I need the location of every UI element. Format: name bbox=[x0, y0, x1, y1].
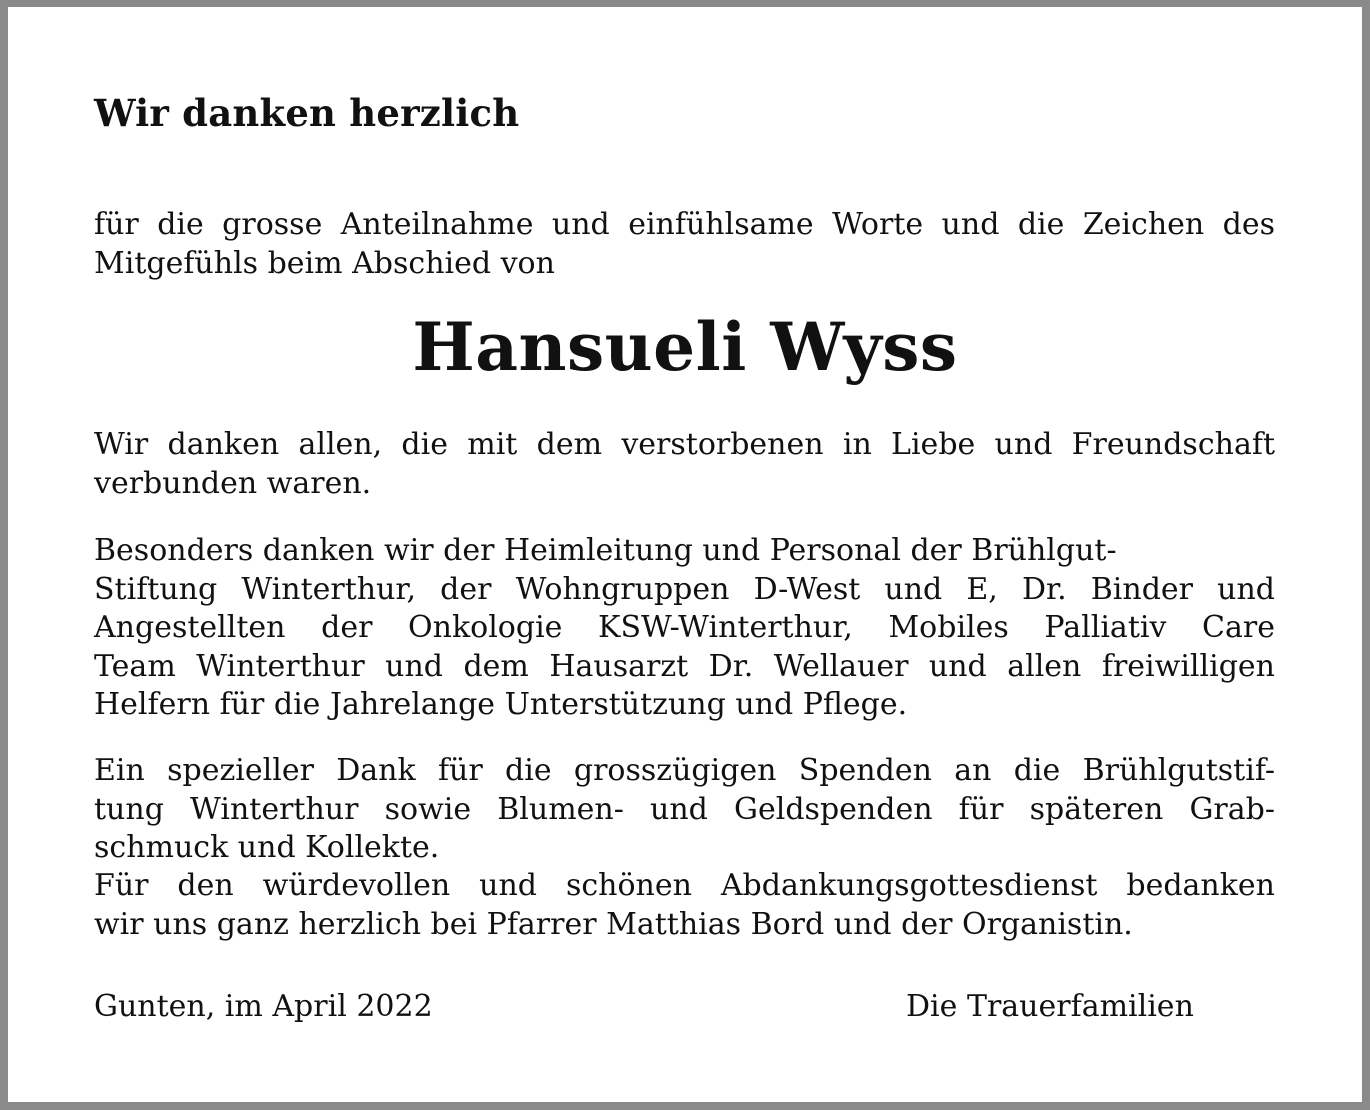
intro-line: für die grosse Anteilnahme und einfühlsame Worte und die Zeichen des bbox=[94, 207, 1275, 242]
paragraph-line: verbunden waren. bbox=[94, 465, 372, 501]
paragraph-line: Ein spezieller Dank für die grosszügigen Spenden an die Brühlgutstif- bbox=[94, 753, 1275, 788]
paragraph-line: Besonders danken wir der Heimleitung und Personal der Brühlgut- bbox=[94, 533, 1117, 568]
paragraph-line: Wir danken allen, die mit dem verstorbenen in Liebe und Freundschaft bbox=[94, 427, 1275, 462]
intro-paragraph bbox=[94, 206, 1275, 283]
paragraph-line: Team Winterthur und dem Hausarzt Dr. Wellauer und allen freiwilligen bbox=[94, 648, 1275, 684]
signature: Die Trauerfamilien bbox=[906, 989, 1194, 1024]
paragraph-line: wir uns ganz herzlich bei Pfarrer Matthias Bord und der Organistin. bbox=[94, 906, 1133, 942]
special-thanks-paragraph bbox=[94, 532, 1275, 725]
place-date: Gunten, im April 2022 bbox=[94, 989, 433, 1024]
paragraph-line: Angestellten der Onkologie KSW-Winterthur, Mobiles Palliativ Care bbox=[94, 610, 1275, 645]
service-paragraph bbox=[94, 867, 1275, 944]
paragraph-line: schmuck und Kollekte. bbox=[94, 830, 440, 865]
heading: Wir danken herzlich bbox=[94, 91, 520, 135]
thanks-paragraph bbox=[94, 426, 1275, 503]
donations-paragraph bbox=[94, 752, 1275, 868]
death-notice-card bbox=[8, 7, 1362, 1102]
paragraph-line: tung Winterthur sowie Blumen- und Geldspenden für späteren Grab- bbox=[94, 791, 1275, 827]
paragraph-line: Für den würdevollen und schönen Abdankungsgottesdienst bedanken bbox=[94, 868, 1275, 903]
paragraph-line: Helfern für die Jahrelange Unterstützung und Pflege. bbox=[94, 687, 908, 722]
intro-line: Mitgefühls beim Abschied von bbox=[94, 245, 555, 281]
deceased-name: Hansueli Wyss bbox=[412, 308, 958, 386]
paragraph-line: Stiftung Winterthur, der Wohngruppen D-West und E, Dr. Binder und bbox=[94, 571, 1275, 607]
